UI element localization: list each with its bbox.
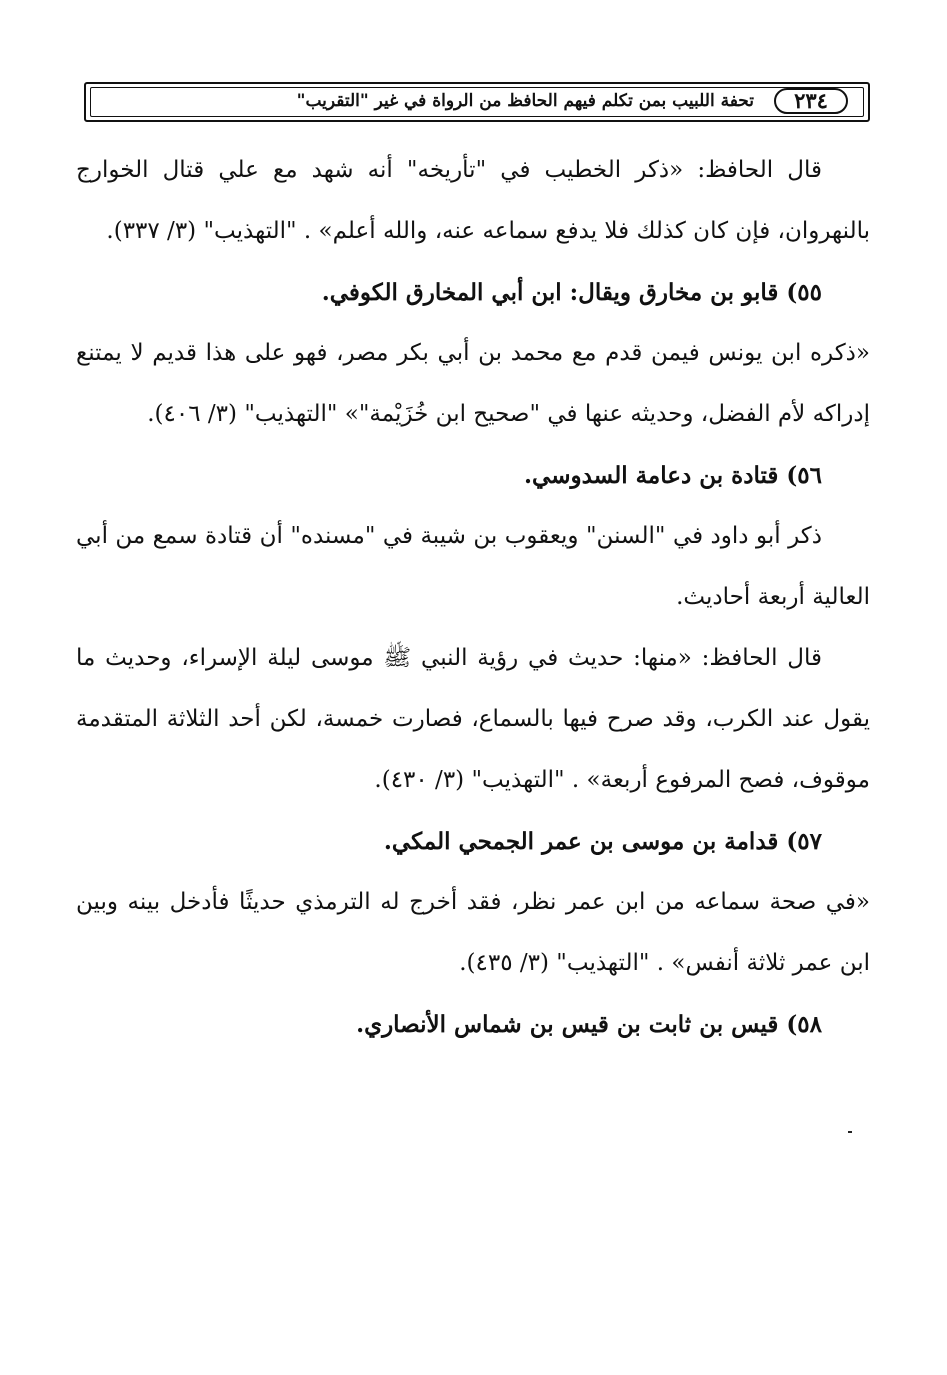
stray-mark bbox=[848, 1131, 852, 1133]
paragraph-ibn-umar-quote: «في صحة سماعه من ابن عمر نظر، فقد أخرج له الترمذي حديثًا فأدخل بينه وبين ابن عمر ثلاثة أنفس» . "التهذيب" (٣/ ٤٣٥). bbox=[76, 889, 870, 976]
running-title: تحفة اللبيب بمن تكلم فيهم الحافظ من الرواة في غير "التقريب" bbox=[296, 91, 754, 111]
entry-heading-55: ٥٥) قابو بن مخارق ويقال: ابن أبي المخارق الكوفي. bbox=[321, 279, 822, 306]
entry-heading-56: ٥٦) قتادة بن دعامة السدوسي. bbox=[524, 462, 822, 489]
entry-heading-57: ٥٧) قدامة بن موسى بن عمر الجمحي المكي. bbox=[383, 828, 822, 855]
page-body bbox=[76, 140, 870, 1055]
paragraph-ibn-yunus-quote: «ذكره ابن يونس فيمن قدم مع محمد بن أبي بكر مصر، فهو على هذا قديم لا يمتنع إدراكه لأم الفضل، وحديثه عنها في "صحيح ابن خُزَيْمة"» "التهذيب" (٣/ ٤٠٦). bbox=[76, 340, 870, 427]
paragraph-khatib-quote: قال الحافظ: «ذكر الخطيب في "تأريخه" أنه شهد مع علي قتال الخوارج بالنهروان، فإن كان كذلك فلا يدفع سماعه عنه، والله أعلم» . "التهذيب" (٣/ ٣٣٧). bbox=[76, 157, 870, 244]
paragraph-abu-dawud: ذكر أبو داود في "السنن" ويعقوب بن شيبة في "مسنده" أن قتادة سمع من أبي العالية أربعة أحاديث. bbox=[76, 523, 870, 610]
entry-heading-58: ٥٨) قيس بن ثابت بن قيس بن شماس الأنصاري. bbox=[356, 1011, 822, 1038]
page-number: ٢٣٤ bbox=[774, 88, 848, 114]
paragraph-hafiz-hadiths: قال الحافظ: «منها: حديث في رؤية النبي ﷺ موسى ليلة الإسراء، وحديث ما يقول عند الكرب، وقد صرح فيها بالسماع، فصارت خمسة، لكن أحد الثلاثة المتقدمة موقوف، فصح المرفوع أربعة» . "التهذيب" (٣/ ٤٣٠). bbox=[76, 645, 870, 793]
page-header bbox=[84, 82, 870, 122]
